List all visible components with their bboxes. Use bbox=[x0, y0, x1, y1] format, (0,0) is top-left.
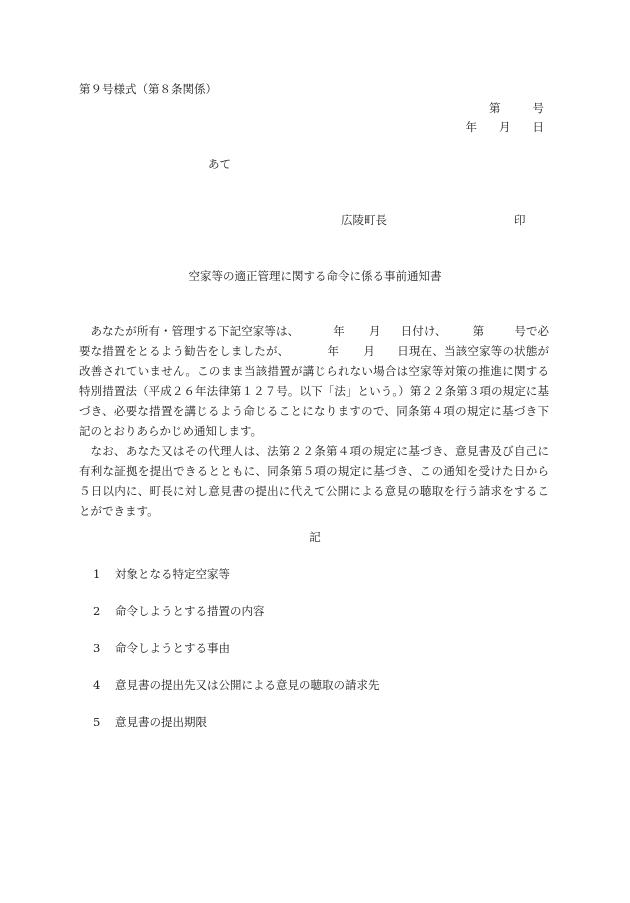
list-item-text: 命令しようとする措置の内容 bbox=[115, 604, 265, 618]
recommendation-day-label: 日付け、 bbox=[400, 324, 447, 338]
list-item bbox=[93, 603, 265, 619]
document-number-suffix: 号 bbox=[532, 101, 544, 115]
list-item-number: 2 bbox=[93, 604, 101, 618]
status-month-label: 月 bbox=[363, 344, 376, 358]
recommendation-month-label: 月 bbox=[368, 324, 381, 338]
list-item-number: 4 bbox=[93, 678, 101, 692]
list-item bbox=[93, 714, 207, 730]
sender-name: 広陵町長 bbox=[341, 213, 387, 227]
list-item bbox=[93, 566, 230, 582]
recommendation-year-label: 年 bbox=[333, 324, 345, 338]
list-item-text: 意見書の提出期限 bbox=[115, 715, 207, 729]
document-title: 空家等の適正管理に関する命令に係る事前通知書 bbox=[188, 269, 442, 283]
list-item-text: 命令しようとする事由 bbox=[115, 641, 230, 655]
form-number: 第９号様式（第８条関係） bbox=[79, 82, 217, 96]
date-year-label: 年 bbox=[465, 120, 477, 134]
list-item bbox=[93, 640, 230, 656]
notice-paragraph-1 bbox=[79, 321, 549, 441]
recommendation-number-suffix: 号 bbox=[514, 324, 526, 338]
list-item bbox=[93, 677, 380, 693]
list-item-number: 5 bbox=[93, 715, 101, 729]
document-number-prefix: 第 bbox=[489, 101, 501, 115]
date-month-label: 月 bbox=[499, 120, 511, 134]
document-number-line bbox=[489, 100, 544, 116]
seal-mark: 印 bbox=[514, 213, 526, 227]
date-day-label: 日 bbox=[532, 120, 544, 134]
list-item-number: 1 bbox=[93, 567, 101, 581]
status-year-label: 年 bbox=[327, 344, 340, 358]
addressee: あて bbox=[208, 157, 231, 171]
list-item-text: 意見書の提出先又は公開による意見の聴取の請求先 bbox=[115, 678, 380, 692]
list-item-number: 3 bbox=[93, 641, 101, 655]
list-item-text: 対象となる特定空家等 bbox=[115, 567, 230, 581]
paragraph-1-text-c: 日現在、当該空家等の状態が改善されていません。このまま当該措置が講じられない場合は空家等対策の推進に関する特別措置法（平成２６年法律第１２７号。以下「法」という。）第２２条第３項の規定に基づき、必要な措置を講じるよう命じることになりますので、同条第４項の規定に基づき下記のとおりあらかじめ通知します。 bbox=[79, 344, 550, 438]
ki-heading: 記 bbox=[309, 530, 321, 544]
recommendation-number-prefix: 第 bbox=[472, 324, 485, 338]
notice-paragraph-2: なお、あなた又はその代理人は、法第２２条第４項の規定に基づき、意見書及び自己に有利な証拠を提出できるとともに、同条第５項の規定に基づき、この通知を受けた日から５日以内に、町長に対し意見書の提出に代えて公開による意見の聴取を行う請求をすることができます。 bbox=[79, 444, 549, 518]
paragraph-1-text-b: で必要な措置をとるよう勧告をしましたが、 bbox=[79, 324, 550, 358]
paragraph-1-text-a: あなたが所有・管理する下記空家等は、 bbox=[90, 324, 300, 338]
document-date-line bbox=[466, 119, 545, 135]
notice-body bbox=[79, 321, 549, 521]
